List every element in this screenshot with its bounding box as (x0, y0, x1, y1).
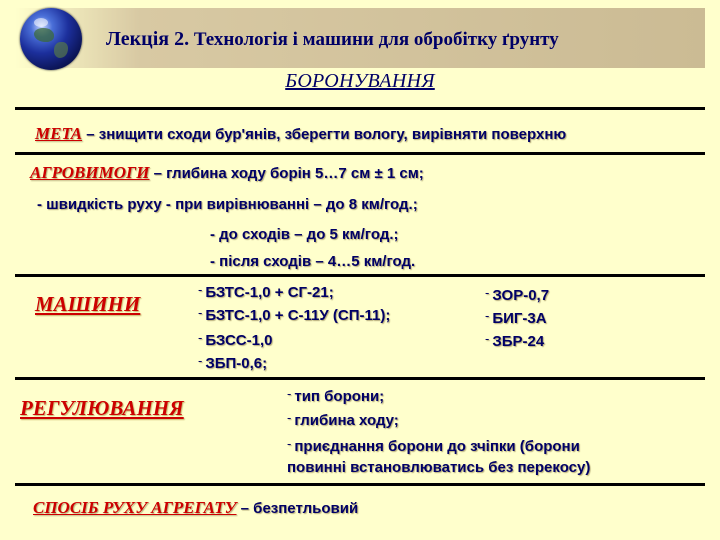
lecture-title (106, 28, 706, 51)
movement-label: СПОСІБ РУХУ АГРЕГАТУ (33, 498, 237, 517)
regulation-label: РЕГУЛЮВАННЯ (20, 396, 184, 420)
regulation-item: - приєднання борони до зчіпки (борони (287, 436, 580, 455)
agro-label: АГРОВИМОГИ (30, 163, 150, 182)
page-title: БОРОНУВАННЯ (285, 70, 435, 92)
lecture-number: Лекція 2. (106, 28, 190, 50)
divider (15, 483, 705, 486)
machines-label: МАШИНИ (35, 292, 141, 316)
machine-item: - БИГ-3А (485, 308, 547, 327)
agro-line-1: – глибина ходу борін 5…7 см ± 1 см; (153, 165, 424, 182)
regulation-item: - тип борони; (287, 386, 385, 405)
divider (15, 107, 705, 110)
machine-item: - БЗТС-1,0 + СГ-21; (198, 282, 334, 301)
globe-icon (20, 8, 82, 70)
movement-text: – безпетльовий (240, 500, 359, 517)
regulation-item: - глибина ходу; (287, 410, 399, 429)
movement-row (33, 498, 358, 518)
agro-row (30, 163, 424, 183)
goal-text: – знищити сходи бур'янів, зберегти вологу, вирівняти поверхню (86, 126, 567, 143)
goal-row (35, 124, 566, 144)
regulation-item-continued: повинні встановлюватись без перекосу) (287, 459, 591, 476)
lecture-topic: Технологія і машини для обробітку ґрунту (193, 29, 559, 50)
machine-item: - ЗОР-0,7 (485, 285, 550, 304)
machine-item: - ЗБР-24 (485, 331, 545, 350)
machine-item: - БЗТС-1,0 + С-11У (СП-11); (198, 305, 391, 324)
agro-line-2: - швидкість руху - при вирівнюванні – до 8 км/год.; (37, 196, 418, 213)
goal-label: МЕТА (35, 124, 83, 143)
machine-item: - БЗСС-1,0 (198, 330, 273, 349)
divider (15, 377, 705, 380)
divider (15, 274, 705, 277)
agro-line-4: - після сходів – 4…5 км/год. (210, 253, 416, 270)
agro-line-3: - до сходів – до 5 км/год.; (210, 226, 399, 243)
machine-item: - ЗБП-0,6; (198, 353, 268, 372)
divider (15, 152, 705, 155)
